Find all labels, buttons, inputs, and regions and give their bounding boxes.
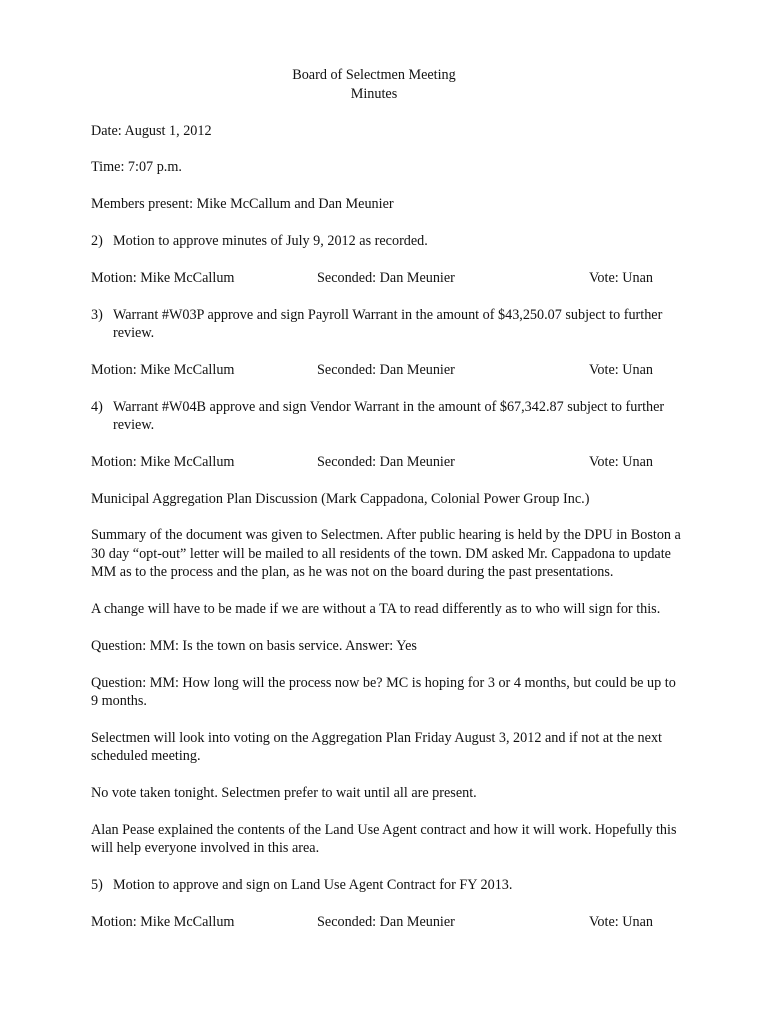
vote-result: Vote: Unan [589,269,653,286]
seconded-by: Seconded: Dan Meunier [317,913,455,930]
title-line-1: Board of Selectmen Meeting [292,67,456,83]
seconded-by: Seconded: Dan Meunier [317,269,455,286]
item-number: 3) [91,306,103,323]
agenda-item-5 [91,876,681,894]
agenda-item-2 [91,232,681,250]
motion-by: Motion: Mike McCallum [91,453,235,470]
motion-by: Motion: Mike McCallum [91,269,235,286]
discussion-alan-pease: Alan Pease explained the contents of the Land Use Agent contract and how it will work. Hopefully this will help everyone involved in this area. [91,821,677,857]
item-number: 4) [91,398,103,415]
vote-record-item-5 [91,913,681,931]
discussion-summary: Summary of the document was given to Selectmen. After public hearing is held by the DPU in Boston a 30 day “opt-out” letter will be mailed to all residents of the town. DM asked Mr. Cappadona to update MM as to the process and the plan, as he was not on the board during the past presentations. [91,527,681,581]
item-number: 5) [91,876,103,893]
item-text: Warrant #W03P approve and sign Payroll Warrant in the amount of $43,250.07 subject to further review. [113,306,663,341]
item-text: Motion to approve and sign on Land Use Agent Contract for FY 2013. [113,876,513,893]
document-title [79,66,669,103]
discussion-question-1: Question: MM: Is the town on basis service. Answer: Yes [91,637,417,654]
vote-record-item-2 [91,269,681,287]
discussion-no-vote: No vote taken tonight. Selectmen prefer to wait until all are present. [91,784,477,801]
vote-result: Vote: Unan [589,361,653,378]
title-line-2: Minutes [350,85,398,102]
meeting-time: Time: 7:07 p.m. [91,159,182,176]
item-text: Warrant #W04B approve and sign Vendor Warrant in the amount of $67,342.87 subject to further review. [113,398,665,433]
minutes-page [91,66,681,931]
discussion-change: A change will have to be made if we are without a TA to read differently as to who will sign for this. [91,600,661,617]
agenda-item-3 [91,306,681,343]
members-present: Members present: Mike McCallum and Dan Meunier [91,196,394,213]
discussion-heading: Municipal Aggregation Plan Discussion (Mark Cappadona, Colonial Power Group Inc.) [91,490,590,507]
vote-record-item-3 [91,361,681,379]
discussion-question-2: Question: MM: How long will the process now be? MC is hoping for 3 or 4 months, but could be up to 9 months. [91,674,676,709]
vote-result: Vote: Unan [589,913,653,930]
motion-by: Motion: Mike McCallum [91,913,235,930]
item-number: 2) [91,232,103,249]
motion-by: Motion: Mike McCallum [91,361,235,378]
seconded-by: Seconded: Dan Meunier [317,453,455,470]
agenda-item-4 [91,398,681,435]
vote-record-item-4 [91,453,681,471]
seconded-by: Seconded: Dan Meunier [317,361,455,378]
item-text: Motion to approve minutes of July 9, 2012 as recorded. [113,232,428,249]
discussion-voting: Selectmen will look into voting on the Aggregation Plan Friday August 3, 2012 and if not at the next scheduled meeting. [91,729,662,765]
vote-result: Vote: Unan [589,453,653,470]
meeting-date: Date: August 1, 2012 [91,122,212,139]
